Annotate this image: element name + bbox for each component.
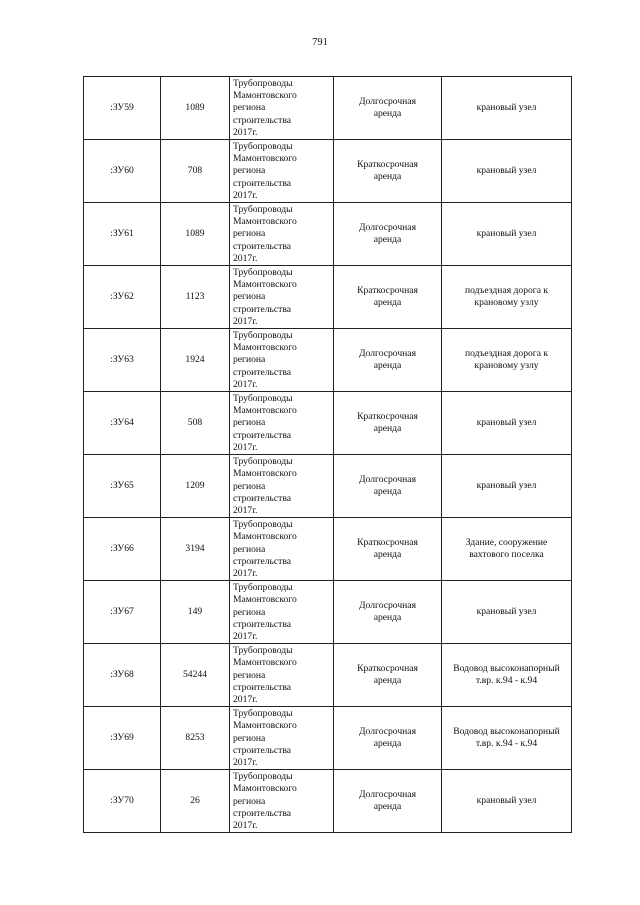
object-cell xyxy=(442,77,572,140)
purpose-cell xyxy=(230,770,334,833)
purpose-cell xyxy=(230,203,334,266)
plot-id-cell: :ЗУ70 xyxy=(84,770,161,833)
plot-area-cell: 3194 xyxy=(161,518,230,581)
object-cell xyxy=(442,581,572,644)
plot-id-cell: :ЗУ62 xyxy=(84,266,161,329)
lease-term-cell xyxy=(334,329,442,392)
purpose-text: Трубопроводы Мамонтовского региона строительства 2017г. xyxy=(233,771,297,831)
purpose-text: Трубопроводы Мамонтовского региона строительства 2017г. xyxy=(233,393,297,453)
object-text: Водовод высоконапорный т.вр. к.94 - к.94 xyxy=(453,662,560,687)
lease-term-text: Долгосрочная аренда xyxy=(359,95,416,119)
object-cell xyxy=(442,266,572,329)
object-text: крановый узел xyxy=(476,101,537,113)
lease-term-cell xyxy=(334,644,442,707)
land-plots-table xyxy=(83,76,572,833)
object-cell xyxy=(442,770,572,833)
table-row xyxy=(84,329,572,392)
lease-term-text: Долгосрочная аренда xyxy=(359,221,416,246)
object-cell xyxy=(442,140,572,203)
plot-id-cell: :ЗУ60 xyxy=(84,140,161,203)
purpose-cell xyxy=(230,581,334,644)
plot-area-cell: 54244 xyxy=(161,644,230,707)
table-row xyxy=(84,392,572,455)
purpose-cell xyxy=(230,518,334,581)
plot-area-cell: 1123 xyxy=(161,266,230,329)
object-text: крановый узел xyxy=(476,480,537,491)
purpose-text: Трубопроводы Мамонтовского региона строительства 2017г. xyxy=(233,141,297,201)
table-row xyxy=(84,455,572,518)
lease-term-text: Краткосрочная аренда xyxy=(357,410,418,435)
table-row xyxy=(84,581,572,644)
purpose-cell xyxy=(230,707,334,770)
purpose-cell xyxy=(230,455,334,518)
object-text: крановый узел xyxy=(476,227,537,239)
lease-term-text: Краткосрочная аренда xyxy=(357,158,418,183)
plot-area-cell: 708 xyxy=(161,140,230,203)
purpose-text: Трубопроводы Мамонтовского региона строительства 2017г. xyxy=(233,582,297,642)
plot-id-cell: :ЗУ63 xyxy=(84,329,161,392)
object-text: крановый узел xyxy=(476,164,537,176)
object-cell xyxy=(442,644,572,707)
lease-term-cell xyxy=(334,581,442,644)
table-row xyxy=(84,707,572,770)
object-text: подъездная дорога к крановому узлу xyxy=(464,347,549,372)
plot-area-cell: 1089 xyxy=(161,203,230,266)
table-row xyxy=(84,518,572,581)
plot-area-cell: 1924 xyxy=(161,329,230,392)
lease-term-cell xyxy=(334,455,442,518)
plot-id-cell: :ЗУ68 xyxy=(84,644,161,707)
purpose-cell xyxy=(230,392,334,455)
plot-area-cell: 149 xyxy=(161,581,230,644)
lease-term-text: Долгосрочная аренда xyxy=(359,788,416,813)
object-text: крановый узел xyxy=(476,795,537,807)
table-body xyxy=(84,77,572,833)
lease-term-text: Краткосрочная аренда xyxy=(357,536,418,561)
lease-term-text: Долгосрочная аренда xyxy=(359,599,416,624)
object-text: Водовод высоконапорный т.вр. к.94 - к.94 xyxy=(453,725,560,750)
plot-id-cell: :ЗУ65 xyxy=(84,455,161,518)
purpose-text: Трубопроводы Мамонтовского региона строительства 2017г. xyxy=(233,267,297,327)
lease-term-text: Краткосрочная аренда xyxy=(357,284,418,309)
plot-id-cell: :ЗУ69 xyxy=(84,707,161,770)
table-row xyxy=(84,140,572,203)
lease-term-cell xyxy=(334,266,442,329)
lease-term-cell xyxy=(334,140,442,203)
lease-term-cell xyxy=(334,392,442,455)
lease-term-cell xyxy=(334,203,442,266)
lease-term-cell xyxy=(334,707,442,770)
lease-term-cell xyxy=(334,770,442,833)
plot-id-cell: :ЗУ64 xyxy=(84,392,161,455)
purpose-text: Трубопроводы Мамонтовского региона строительства 2017г. xyxy=(233,645,297,705)
purpose-text: Трубопроводы Мамонтовского региона строительства 2017г. xyxy=(233,204,297,264)
purpose-text: Трубопроводы Мамонтовского региона строительства 2017г. xyxy=(233,78,297,138)
plot-area-cell: 8253 xyxy=(161,707,230,770)
table-row xyxy=(84,770,572,833)
lease-term-text: Долгосрочная аренда xyxy=(359,725,416,750)
plot-area-cell: 1209 xyxy=(161,455,230,518)
lease-term-cell xyxy=(334,77,442,140)
lease-term-text: Долгосрочная аренда xyxy=(359,347,416,372)
object-cell xyxy=(442,518,572,581)
lease-term-text: Краткосрочная аренда xyxy=(357,662,418,687)
purpose-text: Трубопроводы Мамонтовского региона строительства 2017г. xyxy=(233,456,297,516)
plot-area-cell: 508 xyxy=(161,392,230,455)
page-number: 791 xyxy=(312,37,328,48)
plot-area-cell: 26 xyxy=(161,770,230,833)
purpose-text: Трубопроводы Мамонтовского региона строительства 2017г. xyxy=(233,708,297,768)
table-row xyxy=(84,203,572,266)
purpose-cell xyxy=(230,644,334,707)
purpose-cell xyxy=(230,140,334,203)
purpose-cell xyxy=(230,329,334,392)
object-cell xyxy=(442,329,572,392)
object-cell xyxy=(442,707,572,770)
plot-id-cell: :ЗУ59 xyxy=(84,77,161,140)
object-text: подъездная дорога к крановому узлу xyxy=(464,284,549,309)
plot-area-cell: 1089 xyxy=(161,77,230,140)
object-cell xyxy=(442,392,572,455)
lease-term-cell xyxy=(334,518,442,581)
object-text: Здание, сооружение вахтового поселка xyxy=(465,536,548,561)
purpose-text: Трубопроводы Мамонтовского региона строительства 2017г. xyxy=(233,519,297,579)
table-row xyxy=(84,644,572,707)
purpose-text: Трубопроводы Мамонтовского региона строительства 2017г. xyxy=(233,330,297,390)
purpose-cell xyxy=(230,266,334,329)
object-text: крановый узел xyxy=(476,416,537,428)
table-row xyxy=(84,77,572,140)
lease-term-text: Долгосрочная аренда xyxy=(359,473,416,498)
object-text: крановый узел xyxy=(476,606,537,618)
table-row xyxy=(84,266,572,329)
object-cell xyxy=(442,455,572,518)
plot-id-cell: :ЗУ61 xyxy=(84,203,161,266)
object-cell xyxy=(442,203,572,266)
plot-id-cell: :ЗУ66 xyxy=(84,518,161,581)
plot-id-cell: :ЗУ67 xyxy=(84,581,161,644)
purpose-cell xyxy=(230,77,334,140)
